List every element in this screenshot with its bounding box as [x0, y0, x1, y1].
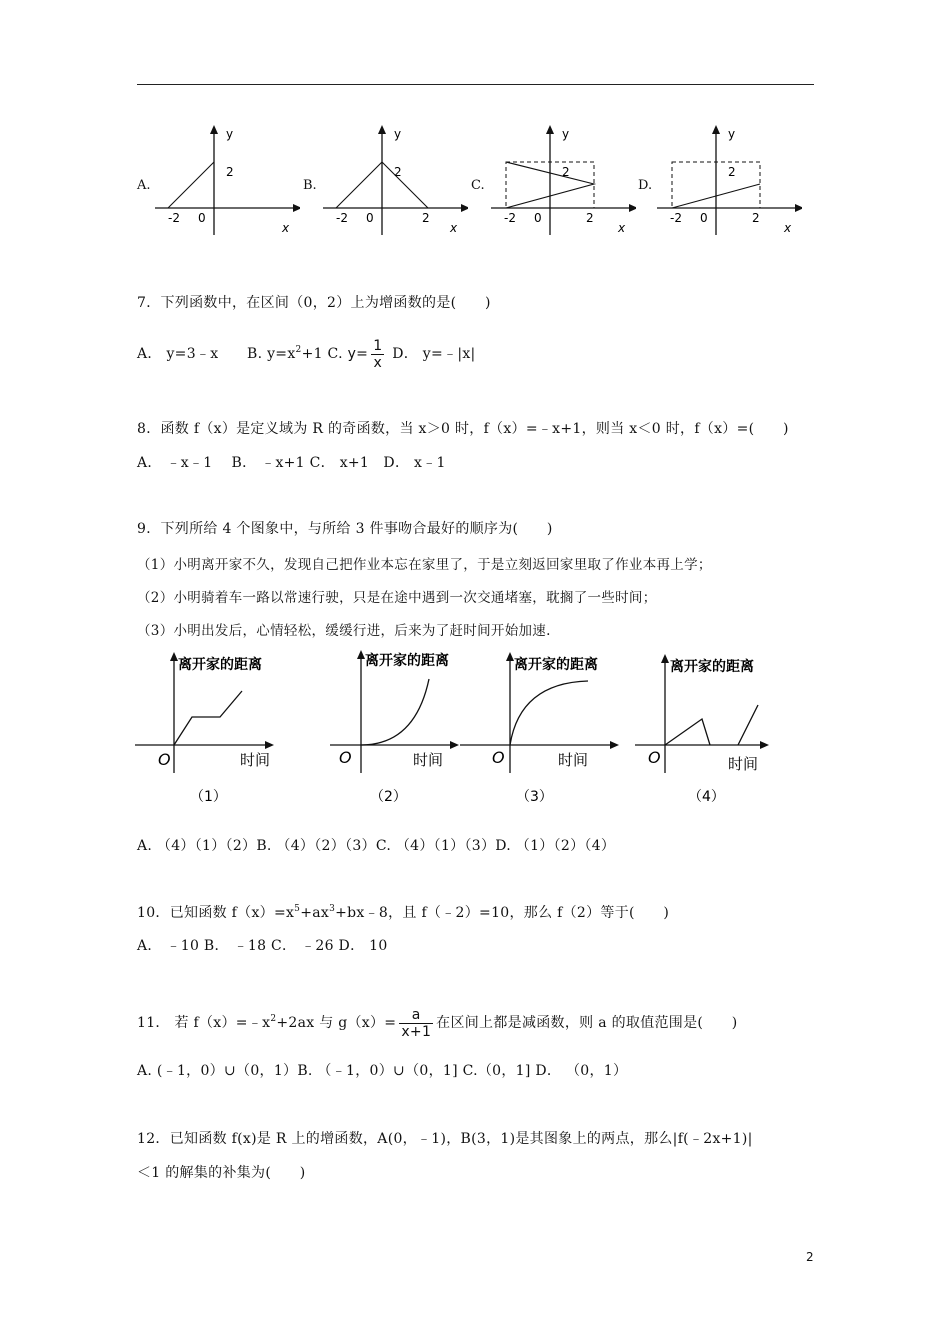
caption-3: （3） [516, 789, 553, 805]
q9-graphs [130, 645, 820, 815]
q11-stem-c: 在区间上都是减函数，则 a 的取值范围是( ) [436, 1015, 738, 1031]
q11-sup2: 2 [270, 1014, 277, 1024]
q10-stem-c: +bx﹣8，且 f（﹣2）=10，那么 f（2）等于( ) [335, 905, 670, 921]
q8-stem: 8．函数 f（x）是定义域为 R 的奇函数，当 x＞0 时，f（x）=﹣x+1，则当 x＜0 时，f（x）=( ) [137, 421, 789, 437]
q7-option-c-y: y= [347, 346, 369, 362]
fraction-denominator: x+1 [401, 1023, 432, 1040]
q10-options: A． ﹣10 B． ﹣18 C． ﹣26 D． 10 [137, 938, 388, 954]
tick-label-2b: 2 [752, 211, 760, 225]
q7-options-b-rest: +1 C. [301, 346, 343, 362]
q6-option-d-letter: D. [638, 178, 653, 193]
origin-label: O [158, 750, 171, 769]
q9-graph-3 [460, 652, 619, 805]
x-axis-label: x [282, 221, 290, 235]
q11-stem [137, 1002, 738, 1040]
q7-options-ab: A． y=3﹣x B. y=x [137, 346, 296, 362]
caption-1: （1） [190, 789, 227, 805]
origin-label: O [492, 748, 505, 767]
q8-options: A． ﹣x﹣1 B． ﹣x+1 C． x+1 D． x﹣1 [137, 455, 446, 471]
q9-item-3: （3）小明出发后，心情轻松，缓缓行进，后来为了赶时间开始加速. [137, 623, 551, 639]
q11-fraction [399, 1007, 433, 1040]
tick-label-2b: 2 [422, 211, 430, 225]
q6-option-a-letter: A. [137, 178, 151, 193]
y-axis-label: 离开家的距离 [514, 657, 598, 673]
origin-label: O [648, 748, 661, 767]
header-rule [137, 84, 814, 85]
tick-label-neg2: -2 [336, 211, 348, 225]
y-axis-label: y [728, 127, 736, 141]
q10-stem-a: 10．已知函数 f（x）=x [137, 905, 295, 921]
tick-label-2: 2 [562, 165, 570, 179]
q9-graph-4 [635, 654, 769, 805]
q11-options: A. (﹣1，0）∪（0，1）B. （﹣1，0）∪（0，1] C.（0，1] D． （0，1） [137, 1063, 628, 1079]
y-axis-label: 离开家的距离 [178, 657, 262, 673]
q9-graph-1 [135, 652, 274, 805]
q7-options [137, 334, 476, 371]
x-axis-label: 时间 [413, 751, 444, 769]
x-axis-label: x [618, 221, 626, 235]
q9-graph-2 [330, 650, 459, 805]
q6-graph-a [150, 120, 300, 240]
y-axis-label: y [394, 127, 402, 141]
q9-stem: 9．下列所给 4 个图象中，与所给 3 件事吻合最好的顺序为( ) [137, 521, 553, 537]
x-axis-label: 时间 [240, 751, 271, 769]
x-axis-label: 时间 [728, 755, 759, 773]
fraction-numerator: a [399, 1007, 433, 1024]
caption-2: （2） [370, 789, 407, 805]
q9-options: A. （4）（1）（2）B. （4）（2）（3）C. （4）（1）（3）D. （1）（2）（4） [137, 838, 616, 854]
q6-graph-d [652, 120, 802, 240]
origin-label: 0 [198, 211, 206, 225]
y-axis-label: 离开家的距离 [365, 653, 449, 669]
tick-label-2: 2 [394, 165, 402, 179]
q11-stem-a: 11． 若 f（x）=﹣x [137, 1015, 271, 1031]
fraction-denominator: x [373, 354, 383, 371]
origin-label: O [339, 748, 352, 767]
y-axis-label: y [226, 127, 234, 141]
q6-graph-b [318, 120, 468, 240]
q10-stem-b: +ax [300, 905, 330, 921]
tick-label-neg2: -2 [168, 211, 180, 225]
q10-sup3: 3 [329, 904, 336, 914]
origin-label: 0 [534, 211, 542, 225]
q10-sup5: 5 [294, 904, 301, 914]
q12-line-1: 12．已知函数 f(x)是 R 上的增函数，A(0，﹣1)，B(3，1)是其图象上的两点，那么|f(﹣2x+1)| [137, 1131, 753, 1147]
y-axis-label: y [562, 127, 570, 141]
tick-label-2: 2 [728, 165, 736, 179]
origin-label: 0 [366, 211, 374, 225]
tick-label-2b: 2 [586, 211, 594, 225]
q11-stem-b: +2ax 与 g（x）= [276, 1015, 397, 1031]
q7-sup: 2 [295, 345, 302, 355]
x-axis-label: x [450, 221, 458, 235]
tick-label-neg2: -2 [670, 211, 682, 225]
origin-label: 0 [700, 211, 708, 225]
q12-line-2: ＜1 的解集的补集为( ) [137, 1165, 306, 1181]
q10-stem [137, 902, 669, 922]
x-axis-label: x [784, 221, 792, 235]
q7-option-d: D． y=﹣|x| [392, 346, 476, 362]
q9-item-1: （1）小明离开家不久，发现自己把作业本忘在家里了，于是立刻返回家里取了作业本再上学； [137, 557, 712, 573]
q7-option-c-fraction [371, 338, 384, 371]
tick-label-2: 2 [226, 165, 234, 179]
caption-4: （4） [688, 789, 725, 805]
y-axis-label: 离开家的距离 [670, 659, 754, 675]
x-axis-label: 时间 [558, 751, 589, 769]
q6-option-c-letter: C. [471, 178, 485, 193]
fraction-numerator: 1 [373, 337, 383, 354]
q9-item-2: （2）小明骑着车一路以常速行驶，只是在途中遇到一次交通堵塞，耽搁了一些时间； [137, 590, 657, 606]
page-number: 2 [806, 1250, 814, 1264]
tick-label-neg2: -2 [504, 211, 516, 225]
q7-stem: 7．下列函数中，在区间（0，2）上为增函数的是( ) [137, 295, 491, 311]
q6-graph-c [486, 120, 636, 240]
q6-option-b-letter: B. [303, 178, 317, 193]
